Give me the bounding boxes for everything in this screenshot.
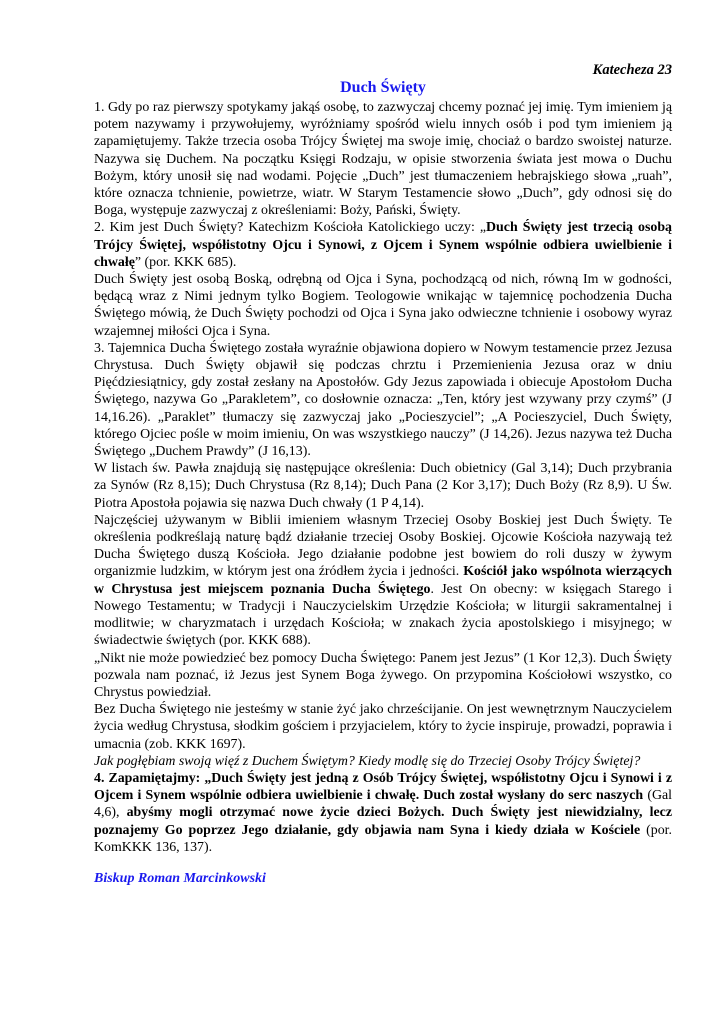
text-run: Najczęściej używanym w Biblii imieniem własnym Trzeciej Osoby Boskiej jest Duch Święty. Te określenia podkreślają naturę bądź działanie trzeciej Osoby Boskiej. Ojcowie Kościoła nazywają też Ducha Świętego duszą Kościoła. Jego działanie podobne jest bowiem do roli duszy w żywym organizmie ludzkim, w którym jest ona źródłem życia i jedności. — [94, 512, 672, 580]
text-run: 2. Kim jest Duch Święty? Katechizm Kościoła Katolickiego uczy: „ — [94, 220, 487, 236]
paragraph-3 — [94, 271, 672, 340]
paragraph-8 — [94, 701, 672, 753]
text-run: ” (por. KKK 685). — [134, 254, 237, 270]
paragraph-5 — [94, 460, 672, 512]
text-run: 3. Tajemnica Ducha Świętego została wyraźnie objawiona dopiero w Nowym testamencie przez Jezusa Chrystusa. Duch Święty objawił się podczas chrztu i Przemienienia Jezusa oraz w dniu Pięćdziesiątnicy, gdy został zesłany na Apostołów. Gdy Jezus zapowiada i obiecuje Apostołom Ducha Świętego, nazywa Go „Parakletem”, co dosłownie oznacza: „Ten, który jest wzywany przy czymś” (J 14,16.26). „Paraklet” tłumaczy się zazwyczaj jako „Pocieszyciel”; „A Pocieszyciel, Duch Święty, którego Ojciec pośle w moim imieniu, On was wszystkiego nauczy” (J 14,26). Jezus nazywa też Ducha Świętego „Duchem Prawdy” (J 16,13). — [94, 340, 672, 460]
text-run: W listach św. Pawła znajdują się następujące określenia: Duch obietnicy (Gal 3,14); Duch przybrania za Synów (Rz 8,15); Duch Chrystusa (Rz 8,14); Duch Pana (2 Kor 3,17); Duch Boży (Rz 8,9). U Św. Piotra Apostoła pojawia się nazwa Duch chwały (1 P 4,14). — [94, 461, 672, 511]
text-run: Duch Święty jest trzecią osobą Trójcy Świętej, współistotny Ojcu i Synowi, z Ojcem i Synem wspólnie odbiera uwielbienie i chwałę — [94, 220, 672, 270]
paragraph-7 — [94, 650, 672, 702]
reflection-question — [94, 753, 672, 770]
text-run: 4. Zapamiętajmy: „Duch Święty jest jedną z Osób Trójcy Świętej, współistotny Ojcu i Synowi i z Ojcem i Synem wspólnie odbiera uwielbienie i chwałę. Duch został wysłany do serc naszych — [94, 770, 672, 804]
summary-paragraph — [94, 770, 672, 856]
author-signature: Biskup Roman Marcinkowski — [94, 870, 266, 886]
text-run: Kościół jako wspólnota wierzących w Chrystusa jest miejscem poznania Ducha Świętego — [94, 564, 673, 597]
paragraph-1 — [94, 99, 672, 219]
page-title: Duch Święty — [340, 79, 426, 96]
catechesis-number: Katecheza 23 — [592, 62, 672, 78]
text-run: . Jest On obecny: w księgach Starego i Nowego Testamentu; w Tradycji i Nauczycielskim Urzędzie Kościoła; w liturgii sakramentalnej i modlitwie; w charyzmatach i urzędach Kościoła; w znakach życia apostolskiego i misyjnego; w świadectwie świętych (por. KKK 688). — [94, 581, 672, 649]
text-run: 1. Gdy po raz pierwszy spotykamy jakąś osobę, to zazwyczaj chcemy poznać jej imię. Tym imieniem ją potem nazywamy i przywołujemy, wyróżniamy spośród wielu innych osób i pod tym imieniem ją zapamiętujemy. Także trzecia osoba Trójcy Świętej ma swoje imię, chociaż o bardzo swoistej naturze. Nazywa się Duchem. Na początku Księgi Rodzaju, w opisie stworzenia świata jest mowa o Duchu Bożym, który unosił się nad wodami. Pojęcie „Duch” jest tłumaczeniem hebrajskiego słowa „ruah”, które oznacza tchnienie, powietrze, wiatr. W Starym Testamencie słowo „Duch”, gdy odnosi się do Boga, występuje zazwyczaj z określeniami: Boży, Pański, Święty. — [94, 100, 672, 219]
text-run: Jak pogłębiam swoją więź z Duchem Świętym? Kiedy modlę się do Trzeciej Osoby Trójcy Świętej? — [94, 753, 641, 769]
text-run: „Nikt nie może powiedzieć bez pomocy Ducha Świętego: Panem jest Jezus” (1 Kor 12,3). Duch Święty pozwala nam poznać, iż Jezus jest Synem Boga żywego. On przypomina Kościołowi wszystko, co Chrystus powiedział. — [94, 650, 672, 700]
text-run: (por. KomKKK 136, 137). — [94, 822, 672, 855]
paragraph-2 — [94, 219, 672, 271]
text-run: abyśmy mogli otrzymać nowe życie dzieci Bożych. Duch Święty jest niewidzialny, lecz poznajemy Go poprzez Jego działanie, gdy objawia nam Syna i kiedy działa w Kościele — [94, 805, 672, 838]
text-run: (Gal 4,6), — [94, 788, 673, 821]
document-body — [94, 99, 672, 887]
text-run: Bez Ducha Świętego nie jesteśmy w stanie żyć jako chrześcijanie. On jest wewnętrznym Nauczycielem życia według Chrystusa, słodkim gościem i przyjacielem, który to życie inspiruje, prowadzi, poprawia i umacnia (zob. KKK 1697). — [94, 702, 672, 752]
paragraph-4 — [94, 340, 672, 460]
text-run: Duch Święty jest osobą Boską, odrębną od Ojca i Syna, pochodzącą od nich, równą Im w godności, będącą wraz z Nimi jednym tylko Bogiem. Teologowie wnikając w tajemnicę pochodzenia Ducha Świętego mówią, że Duch Święty pochodzi od Ojca i Syna jako odwieczne tchnienie i osobowy wyraz wzajemnej miłości Ojca i Syna. — [94, 272, 672, 339]
paragraph-6 — [94, 512, 672, 650]
